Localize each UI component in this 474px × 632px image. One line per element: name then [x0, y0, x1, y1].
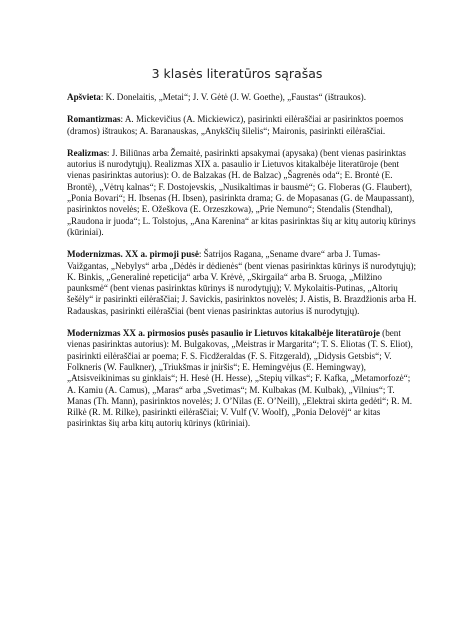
section-heading: Modernizmas. XX a. pirmoji pusė: [67, 249, 199, 260]
section-heading: Realizmas: [67, 147, 107, 158]
section-text: A. Mickevičius (A. Mickiewicz), pasirinkti eilėraščiai ar pasirinktos poemos (dramos) ištraukos; A. Baranauskas, „Anykščių šilelis“; Maironis, pasirinkti eilėraščiai.: [67, 114, 404, 136]
section-modernizmas-world: [67, 328, 419, 430]
section-apsvieta: [67, 92, 419, 103]
section-realizmas: [67, 148, 419, 238]
section-text: J. Biliūnas arba Žemaitė, pasirinkti apsakymai (apysaka) (bent vienas pasirinktas autorius iš nurodytųjų). Realizmas XIX a. pasaulio ir Lietuvos kitakalbėje literatūroje (bent vienas pasirinktas autorius): O. de Balzakas (H. de Balzac) „Šagrenės oda“; E. Brontė (E. Brontë), „Vėtrų kalnas“; F. Dostojevskis, „Nusikaltimas ir bausmė“; G. Floberas (G. Flaubert), „Ponia Bovari“; H. Ibsenas (H. Ibsen), pasirinkta drama; G. de Mopasanas (G. de Maupassant), pasirinktos novelės; E. Ožeškova (E. Orzeszkowa), „Prie Nemuno“; Stendalis (Stendhal), „Raudona ir juoda“; L. Tolstojus, „Ana Karenina“ ar kitas pasirinktas šių ar kitų autorių kūrinys (kūriniai).: [67, 147, 416, 237]
section-separator: :: [120, 114, 125, 125]
section-heading: Apšvieta: [67, 92, 101, 102]
section-separator: :: [198, 249, 204, 260]
section-separator: :: [106, 147, 112, 158]
document-body: [67, 92, 419, 441]
section-separator: :: [100, 92, 106, 102]
section-heading: Modernizmas XX a. pirmosios pusės pasaulio ir Lietuvos kitakalbėje literatūroje: [67, 328, 380, 339]
section-text: K. Donelaitis, „Metai“; J. V. Gėtė (J. W. Goethe), „Faustas“ (ištraukos).: [105, 92, 366, 102]
section-heading: Romantizmas: [67, 114, 121, 125]
section-text: (bent vienas pasirinktas autorius): M. Bulgakovas, „Meistras ir Margarita“; T. S. Eliotas (T. S. Eliot), pasirinkti eilėraščiai ar poema; F. S. Ficdžeraldas (F. S. Fitzgerald), „Didysis Getsbis“; V. Folkneris (W. Faulkner), „Triukšmas ir įniršis“; E. Hemingvėjus (E. Hemingway), „Atsisveikinimas su ginklais“; H. Hesė (H. Hesse), „Stepių vilkas“; F. Kafka, „Metamorfozė“; A. Kamiu (A. Camus), „Maras“ arba „Svetimas“; M. Kulbakas (M. Kulbak), „Vilnius“; T. Manas (Th. Mann), pasirinktos novelės; J. O’Nilas (E. O’Neill), „Elektrai skirta gedėti“; R. M. Rilkė (R. M. Rilke), pasirinkti eilėraščiai; V. Vulf (V. Woolf), „Ponia Delovėj“ ar kitas pasirinktas šių arba kitų autorių kūrinys (kūriniai).: [67, 328, 413, 429]
document-title: 3 klasės literatūros sąrašas: [151, 66, 323, 81]
section-modernizmas-lt: [67, 249, 419, 317]
section-text: Šatrijos Ragana, „Sename dvare“ arba J. Tumas-Vaižgantas, „Nebylys“ arba „Dėdės ir dėdienės“ (bent vienas pasirinktas kūrinys iš nurodytųjų); K. Binkis, „Generalinė repeticija“ arba V. Krėvė, „Skirgaila“ arba B. Sruoga, „Milžino paunksmė“ (bent vienas pasirinktas kūrinys iš nurodytųjų); V. Mykolaitis-Putinas, „Altorių šešėly“ ir pasirinkti eilėraščiai; J. Savickis, pasirinktos novelės; J. Aistis, B. Brazdžionis arba H. Radauskas, pasirinkti eilėraščiai (bent vienas pasirinktas autorius iš nurodytųjų).: [67, 249, 417, 316]
section-romantizmas: [67, 114, 419, 137]
